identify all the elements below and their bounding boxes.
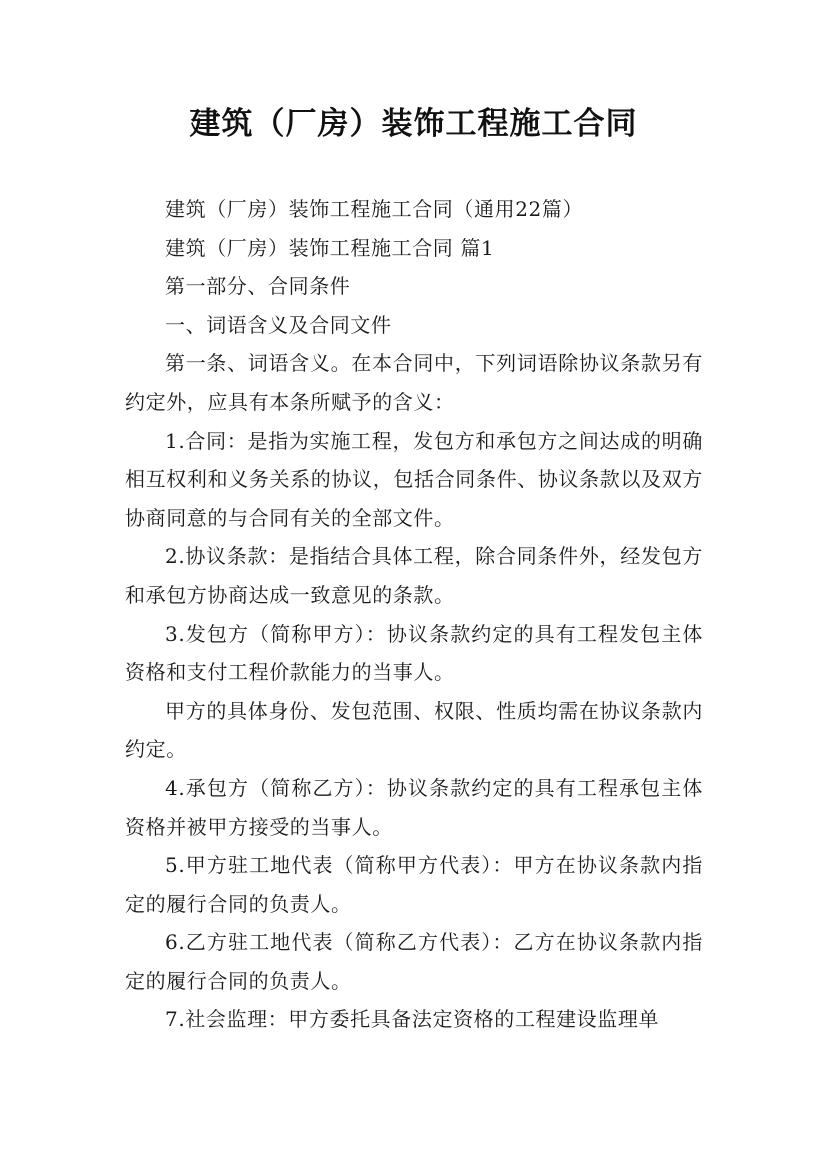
paragraph-party-a-note: 甲方的具体身份、发包范围、权限、性质均需在协议条款内约定。 (125, 698, 703, 762)
paragraph-subtitle: 建筑（厂房）装饰工程施工合同（通用22篇） (165, 197, 584, 221)
paragraph-chapter-heading: 一、词语含义及合同文件 (165, 312, 392, 337)
paragraph-article-1: 第一条、词语含义。在本合同中，下列词语除协议条款另有约定外，应具有本条所赋予的含义： (125, 351, 703, 414)
paragraph-term-supervision: 7.社会监理：甲方委托具备法定资格的工程建设监理单 (165, 1007, 660, 1032)
paragraph-part-heading: 第一部分、合同条件 (165, 274, 351, 299)
document-body (125, 190, 703, 1039)
paragraph-section-heading: 建筑（厂房）装饰工程施工合同 篇1 (165, 235, 495, 260)
paragraph-term-party-b: 4.承包方（简称乙方）：协议条款约定的具有工程承包主体资格并被甲方接受的当事人。 (125, 775, 703, 839)
paragraph-term-party-a-rep: 5.甲方驻工地代表（简称甲方代表）：甲方在协议条款内指定的履行合同的负责人。 (125, 853, 703, 916)
paragraph-term-agreement-clauses: 2.协议条款：是指结合具体工程，除合同条件外，经发包方和承包方协商达成一致意见的条款。 (125, 544, 703, 607)
paragraph-term-contract: 1.合同：是指为实施工程，发包方和承包方之间达成的明确相互权利和义务关系的协议，包括合同条件、协议条款以及双方协商同意的与合同有关的全部文件。 (125, 428, 703, 530)
paragraph-term-party-b-rep: 6.乙方驻工地代表（简称乙方代表）：乙方在协议条款内指定的履行合同的负责人。 (125, 930, 703, 993)
paragraph-term-party-a: 3.发包方（简称甲方）：协议条款约定的具有工程发包主体资格和支付工程价款能力的当事人。 (125, 621, 703, 685)
document-title: 建筑（厂房）装饰工程施工合同 (189, 106, 638, 142)
